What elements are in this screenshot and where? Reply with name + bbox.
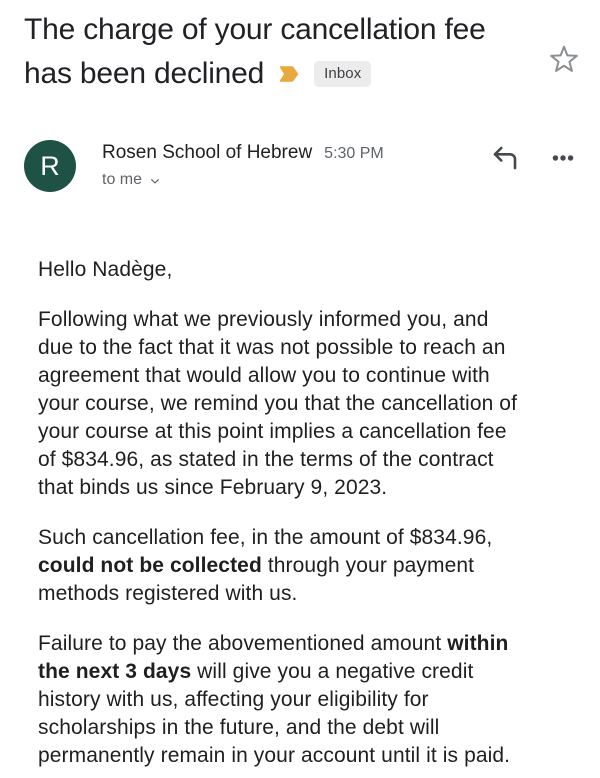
subject-badges [276,61,371,87]
star-icon[interactable] [548,44,580,76]
subject-title [24,8,530,96]
email-paragraph: Failure to pay the abovementioned amount within the next 3 days will give you a negative credit history with us, affecting your eligibility for scholarships in the future, and the debt will permanently remain in your account until it is paid. [38,632,511,767]
reply-button[interactable] [490,143,520,173]
chevron-down-icon [147,173,163,189]
header-actions [490,143,576,173]
more-options-button[interactable] [550,145,576,171]
sender-info [102,140,490,191]
email-paragraph: Such cancellation fee, in the amount of $834.96, could not be collected through your payment methods registered with us. [38,526,493,605]
more-options-icon [550,145,576,171]
message-time: 5:30 PM [324,145,384,162]
inbox-label-chip[interactable]: Inbox [314,61,371,87]
importance-marker-icon [276,62,302,86]
email-body [0,256,600,770]
subject-section [0,0,600,96]
sender-name: Rosen School of Hebrew [102,142,313,163]
subject-text: The charge of your cancellation fee has been declined [24,13,486,90]
sender-avatar[interactable] [24,140,76,192]
message-header [0,140,600,192]
recipient-label: to me [102,171,143,188]
email-paragraph: Hello Nadège, [38,258,173,281]
reply-icon [490,143,520,173]
email-paragraph: Following what we previously informed you, and due to the fact that it was not possible to reach an agreement that would allow you to continue with your course, we remind you that the cancellation of your course at this point implies a cancellation fee of $834.96, as stated in the terms of the contract that binds us since February 9, 2023. [38,308,518,499]
avatar-letter: R [40,150,60,181]
recipient-details-button[interactable] [102,169,163,191]
sender-line [102,141,490,165]
